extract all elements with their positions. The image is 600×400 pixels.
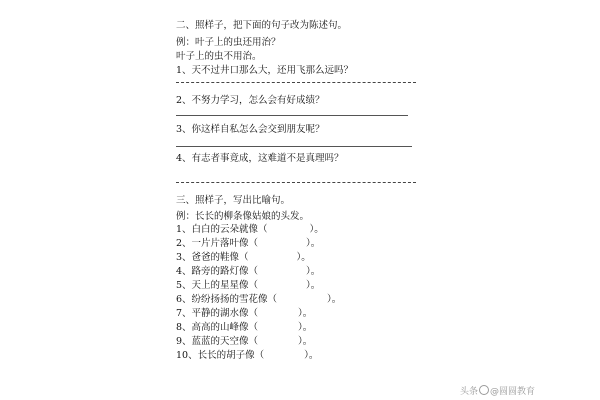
simile-item-4: 4、路旁的路灯像（ ）。 xyxy=(176,266,321,277)
section2-heading: 二、照样子，把下面的句子改为陈述句。 xyxy=(176,20,348,31)
answer-line-4 xyxy=(176,182,416,183)
simile-item-5: 5、天上的星星像（ ）。 xyxy=(176,280,321,291)
watermark-prefix: 头条 xyxy=(460,387,479,397)
watermark-name: @圆圆教育 xyxy=(490,387,536,397)
answer-line-3 xyxy=(176,146,412,147)
simile-item-6: 6、纷纷扬扬的雪花像（ ）。 xyxy=(176,294,342,305)
section3-example: 例：长长的柳条像姑娘的头发。 xyxy=(176,211,310,222)
simile-item-7: 7、平静的湖水像（ ）。 xyxy=(176,308,313,319)
section2-example: 例：叶子上的虫还用治？ xyxy=(176,37,281,48)
section2-example-answer: 叶子上的虫不用治。 xyxy=(176,51,262,62)
section2-question-3: 3、你这样自私怎么会交到朋友呢？ xyxy=(176,124,325,135)
section3-heading: 三、照样子，写出比喻句。 xyxy=(176,195,291,206)
answer-line-2 xyxy=(176,115,408,116)
simile-item-3: 3、爸爸的鞋像（ ）。 xyxy=(176,252,311,263)
section2-question-2: 2、不努力学习，怎么会有好成绩？ xyxy=(176,95,325,106)
simile-item-10: 10、长长的胡子像（ ）。 xyxy=(176,350,319,361)
simile-item-9: 9、蓝蓝的天空像（ ）。 xyxy=(176,336,313,347)
simile-item-8: 8、高高的山峰像（ ）。 xyxy=(176,322,313,333)
watermark-logo-icon xyxy=(479,385,489,395)
simile-item-1: 1、白白的云朵就像（ ）。 xyxy=(176,224,324,235)
answer-line-1 xyxy=(176,82,416,83)
watermark xyxy=(460,384,535,397)
simile-item-2: 2、一片片落叶像（ ）。 xyxy=(176,238,321,249)
section2-question-4: 4、有志者事竟成，这难道不是真理吗？ xyxy=(176,153,344,164)
section2-question-1: 1、天不过井口那么大，还用飞那么远吗？ xyxy=(176,65,354,76)
